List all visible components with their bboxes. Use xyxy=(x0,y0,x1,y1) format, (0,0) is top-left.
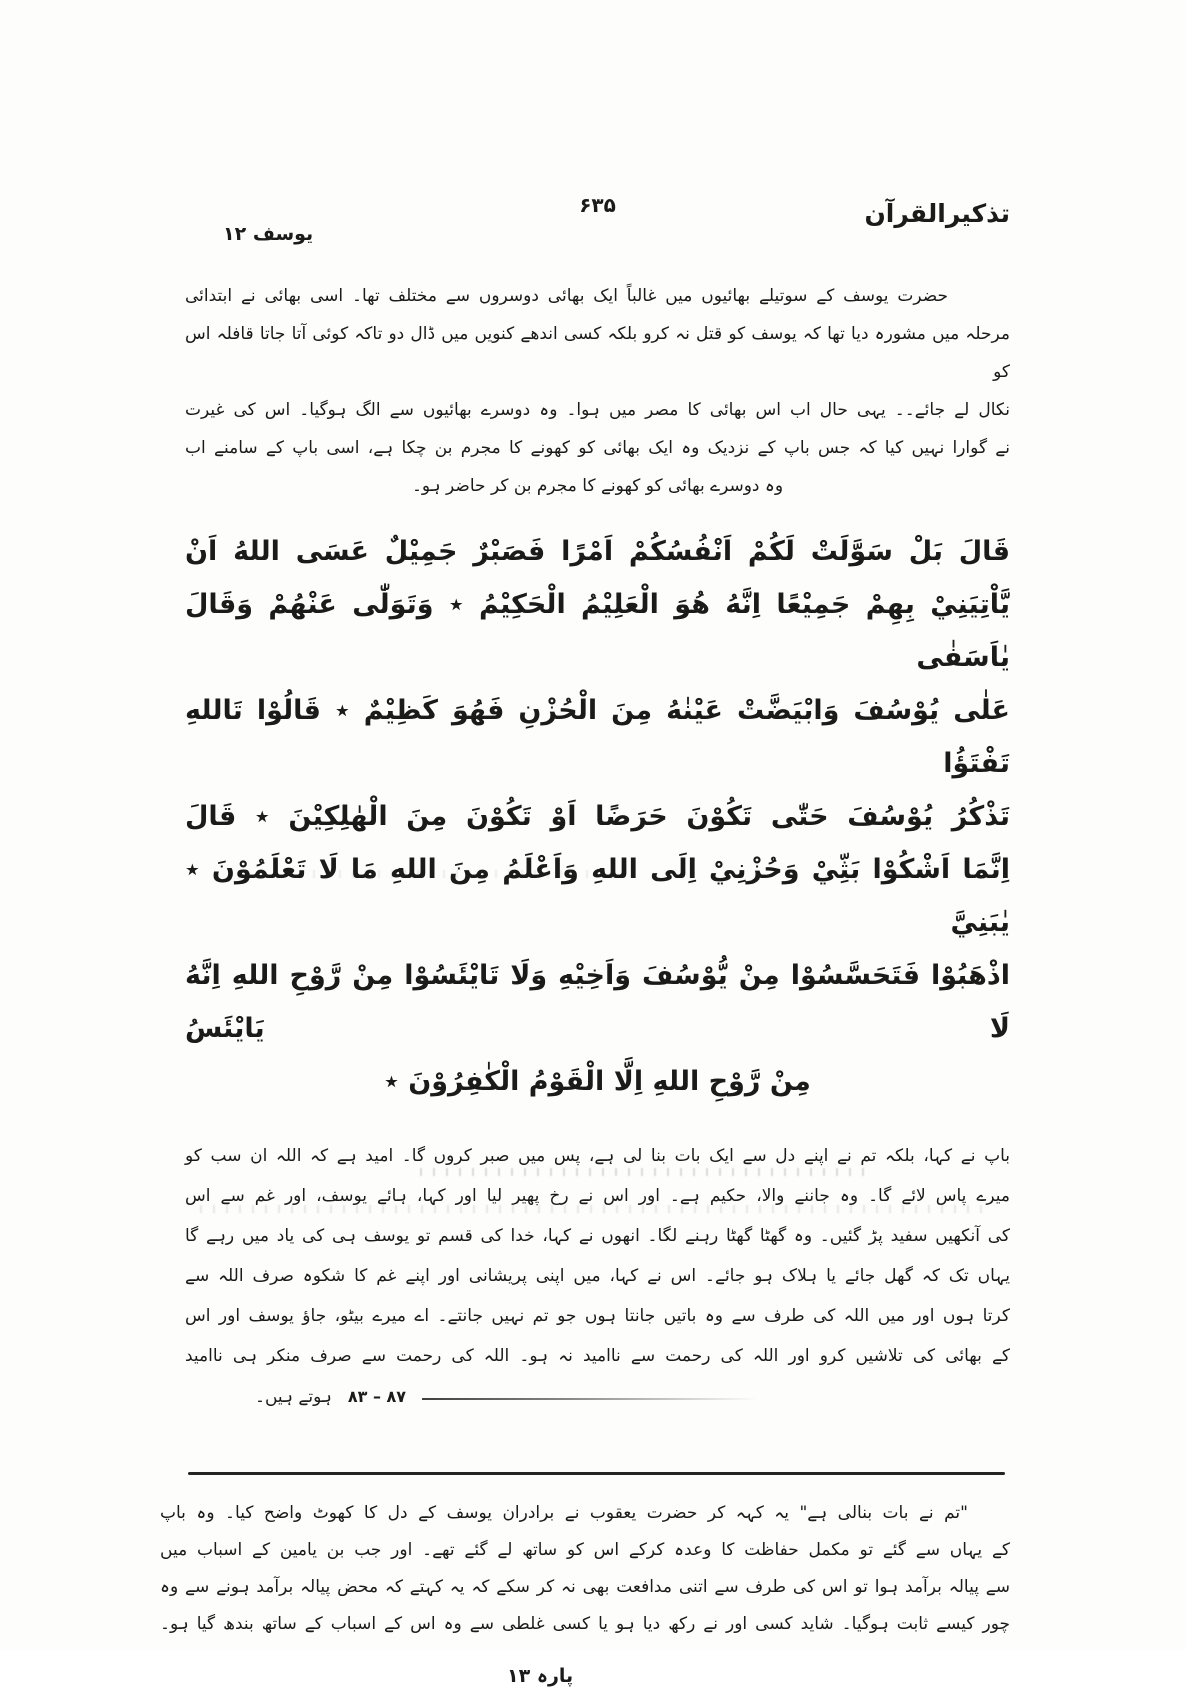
footnote-line: "تم نے بات بنالی ہے" یہ کہہ کر حضرت یعقوب نے برادران یوسف کے دل کا کھوٹ واضح کیا۔ وہ باپ xyxy=(160,1503,968,1523)
intro-line: مرحلہ میں مشورہ دیا تھا کہ یوسف کو قتل نہ کرو بلکہ کسی اندھے کنویں میں ڈال دو تاکہ کوئی آتا جاتا قافلہ اس کو xyxy=(185,324,1010,382)
translation-line: کے بھائی کی تلاشیں کرو اور اللہ کی رحمت سے ناامید نہ ہو۔ اللہ کی رحمت سے صرف منکر ہی ناامید xyxy=(185,1346,1010,1366)
intro-line: نے گوارا نہیں کیا کہ جس باپ کے نزدیک وہ ایک بھائی کو کھونے کا مجرم بن چکا ہے، اسی باپ کے سامنے اب xyxy=(185,438,1010,458)
quran-line: قَالَ بَلْ سَوَّلَتْ لَكُمْ اَنْفُسُكُمْ اَمْرًا فَصَبْرٌ جَمِيْلٌ عَسَى اللهُ اَنْ xyxy=(185,536,1010,567)
footnote-line: سے پیالہ برآمد ہوا تو اس کی طرف سے اتنی مدافعت بھی نہ کر سکے کہ یہ کہتے کہ محض پیالہ برآمد ہونے سے وہ xyxy=(160,1577,1010,1597)
intro-paragraph xyxy=(185,277,1010,505)
surah-label: یوسف ۱۲ xyxy=(223,223,314,245)
translation-line: یہاں تک کہ گھل جائے یا ہلاک ہو جائے۔ اس نے کہا، میں اپنی پریشانی اور اپنے غم کا شکوہ صرف اللہ سے xyxy=(185,1266,1010,1286)
intro-line: نکال لے جائے۔۔ یہی حال اب اس بھائی کا مصر میں ہوا۔ وہ دوسرے بھائیوں سے الگ ہوگیا۔ اس کی غیرت xyxy=(185,400,1010,420)
quran-verse-block xyxy=(185,525,1010,1108)
page-number: ۶۳۵ xyxy=(579,193,616,217)
page-content xyxy=(160,193,1010,1687)
quran-line: اذْهَبُوْا فَتَحَسَّسُوْا مِنْ يُّوْسُفَ وَاَخِيْهِ وَلَا تَايْئَسُوْا مِنْ رَّوْحِ اللهِ اِنَّهُ لَا يَايْئَسُ xyxy=(185,960,1010,1044)
verse-range: ۸۳ – ۸۷ xyxy=(347,1386,407,1406)
translation-line: باپ نے کہا، بلکہ تم نے اپنے دل سے ایک بات بنا لی ہے، پس میں صبر کروں گا۔ امید ہے کہ اللہ ان سب کو xyxy=(185,1146,1010,1166)
footnote-line: کے یہاں سے گئے تو مکمل حفاظت کا وعدہ کرکے اس کو ساتھ لے گئے تھے۔ اور جب بن یامین کے اسباب میں xyxy=(160,1540,1010,1560)
quran-line: اِنَّمَا اَشْكُوْا بَثِّيْ وَحُزْنِيْ اِلَى اللهِ وَاَعْلَمُ مِنَ اللهِ مَا لَا تَعْلَمُوْنَ ٭ يٰبَنِيَّ xyxy=(185,854,1010,938)
translation-paragraph xyxy=(185,1136,1010,1416)
footnote-divider xyxy=(188,1472,1005,1475)
parah-label: پارہ ۱۳ xyxy=(507,1665,574,1687)
quran-line: يَّاْتِيَنِيْ بِهِمْ جَمِيْعًا اِنَّهُ هُوَ الْعَلِيْمُ الْحَكِيْمُ ٭ وَتَوَلّٰى عَنْهُمْ وَقَالَ يٰاَسَفٰى xyxy=(185,589,1010,673)
footnote-block xyxy=(160,1495,1010,1643)
translation-line: کی آنکھیں سفید پڑ گئیں۔ وہ گھٹا گھٹا رہنے لگا۔ انھوں نے کہا، خدا کی قسم تو یوسف ہی کی یاد میں رہے گا xyxy=(185,1226,1010,1246)
quran-line: عَلٰى يُوْسُفَ وَابْيَضَّتْ عَيْنٰهُ مِنَ الْحُزْنِ فَهُوَ كَظِيْمٌ ٭ قَالُوْا تَاللهِ تَفْتَؤُا xyxy=(185,695,1010,779)
quran-line: مِنْ رَّوْحِ اللهِ اِلَّا الْقَوْمُ الْكٰفِرُوْنَ ٭ xyxy=(384,1066,811,1097)
intro-line: حضرت یوسف کے سوتیلے بھائیوں میں غالباً ایک بھائی دوسروں سے مختلف تھا۔ اسی بھائی نے ابتدائی xyxy=(185,286,948,306)
translation-line: میرے پاس لائے گا۔ وہ جاننے والا، حکیم ہے۔ اور اس نے رخ پھیر لیا اور کہا، ہائے یوسف، اور غم سے اس xyxy=(185,1186,1010,1206)
intro-line: وہ دوسرے بھائی کو کھونے کا مجرم بن کر حاضر ہو۔ xyxy=(411,476,784,496)
translation-last-words: ہوتے ہیں۔ xyxy=(255,1386,332,1407)
quran-line: تَذْكُرُ يُوْسُفَ حَتّٰى تَكُوْنَ حَرَضًا اَوْ تَكُوْنَ مِنَ الْهٰلِكِيْنَ ٭ قَالَ xyxy=(185,801,1010,832)
footnote-line: چور کیسے ثابت ہوگیا۔ شاید کسی اور نے رکھ دیا ہو یا کسی غلطی سے وہ اس کے اسباب کے ساتھ بندھ گیا ہو۔ xyxy=(160,1614,1010,1634)
verse-range-line xyxy=(255,1376,855,1416)
verse-range-dash xyxy=(422,1398,757,1400)
page-header xyxy=(185,195,1010,253)
translation-line: کرتا ہوں اور میں اللہ کی طرف سے وہ باتیں جانتا ہوں جو تم نہیں جانتے۔ اے میرے بیٹو، جاؤ یوسف اور اس xyxy=(185,1306,1010,1326)
book-title: تذکیرالقرآن xyxy=(864,199,1010,228)
